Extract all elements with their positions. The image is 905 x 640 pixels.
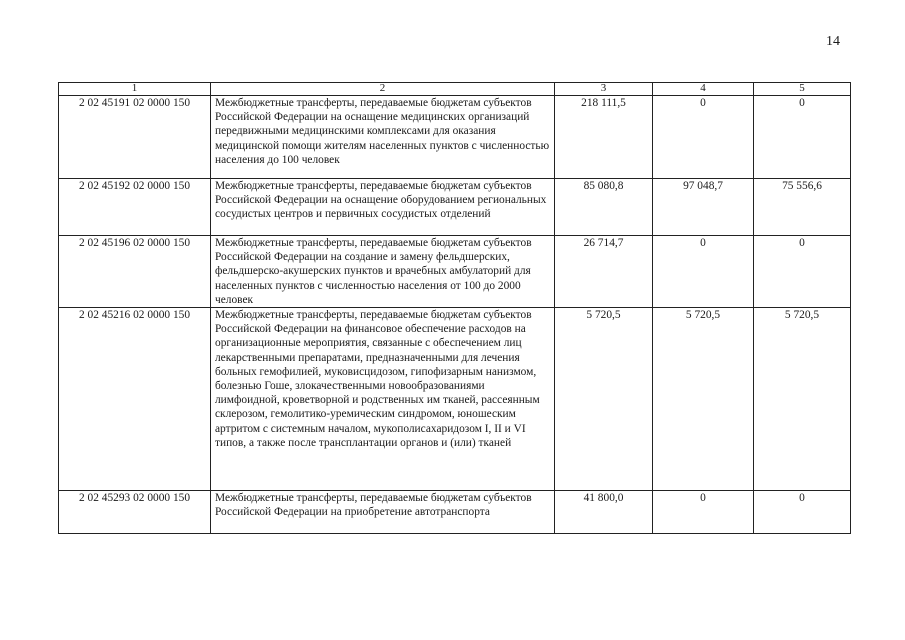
amount-col3-cell: 5 720,5: [555, 308, 653, 491]
column-header-1: 1: [59, 83, 211, 96]
budget-code-cell: 2 02 45196 02 0000 150: [59, 236, 211, 308]
amount-col5-cell: 0: [754, 491, 851, 534]
column-header-2: 2: [211, 83, 555, 96]
amount-col3-cell: 218 111,5: [555, 96, 653, 179]
table-row: [59, 96, 851, 179]
budget-code-cell: 2 02 45293 02 0000 150: [59, 491, 211, 534]
description-cell: Межбюджетные трансферты, передаваемые бюджетам субъектов Российской Федерации на оснащение оборудованием региональных сосудистых центров и первичных сосудистых отделений: [211, 179, 555, 236]
table-row: [59, 491, 851, 534]
amount-col3-cell: 85 080,8: [555, 179, 653, 236]
amount-col5-cell: 0: [754, 236, 851, 308]
budget-code-cell: 2 02 45192 02 0000 150: [59, 179, 211, 236]
amount-col5-cell: 0: [754, 96, 851, 179]
amount-col5-cell: 75 556,6: [754, 179, 851, 236]
amount-col4-cell: 0: [653, 236, 754, 308]
description-cell: Межбюджетные трансферты, передаваемые бюджетам субъектов Российской Федерации на финансовое обеспечение расходов на организационные мероприятия, связанные с обеспечением лиц лекарственными препаратами, предназначенными для лечения больных гемофилией, муковисцидозом, гипофизарным нанизмом, болезнью Гоше, злокачественными новообразованиями лимфоидной, кроветворной и родственных им тканей, рассеянным склерозом, гемолитико-уремическим синдромом, юношеским артритом с системным началом, мукополисахаридозом I, II и VI типов, а также после трансплантации органов и (или) тканей: [211, 308, 555, 491]
description-cell: Межбюджетные трансферты, передаваемые бюджетам субъектов Российской Федерации на создание и замену фельдшерских, фельдшерско-акушерских пунктов и врачебных амбулаторий для населенных пунктов с численностью населения от 100 до 2000 человек: [211, 236, 555, 308]
amount-col3-cell: 26 714,7: [555, 236, 653, 308]
column-header-4: 4: [653, 83, 754, 96]
column-header-5: 5: [754, 83, 851, 96]
budget-table: [58, 82, 851, 534]
amount-col4-cell: 0: [653, 491, 754, 534]
amount-col4-cell: 0: [653, 96, 754, 179]
amount-col5-cell: 5 720,5: [754, 308, 851, 491]
header-row: [59, 83, 851, 96]
page-number: 14: [826, 34, 840, 49]
table-row: [59, 236, 851, 308]
budget-code-cell: 2 02 45191 02 0000 150: [59, 96, 211, 179]
budget-code-cell: 2 02 45216 02 0000 150: [59, 308, 211, 491]
amount-col3-cell: 41 800,0: [555, 491, 653, 534]
description-cell: Межбюджетные трансферты, передаваемые бюджетам субъектов Российской Федерации на приобретение автотранспорта: [211, 491, 555, 534]
description-cell: Межбюджетные трансферты, передаваемые бюджетам субъектов Российской Федерации на оснащение медицинских организаций передвижными медицинскими комплексами для оказания медицинской помощи жителям населенных пунктов с численностью населения до 100 человек: [211, 96, 555, 179]
table-row: [59, 179, 851, 236]
amount-col4-cell: 5 720,5: [653, 308, 754, 491]
column-header-3: 3: [555, 83, 653, 96]
table-row: [59, 308, 851, 491]
amount-col4-cell: 97 048,7: [653, 179, 754, 236]
